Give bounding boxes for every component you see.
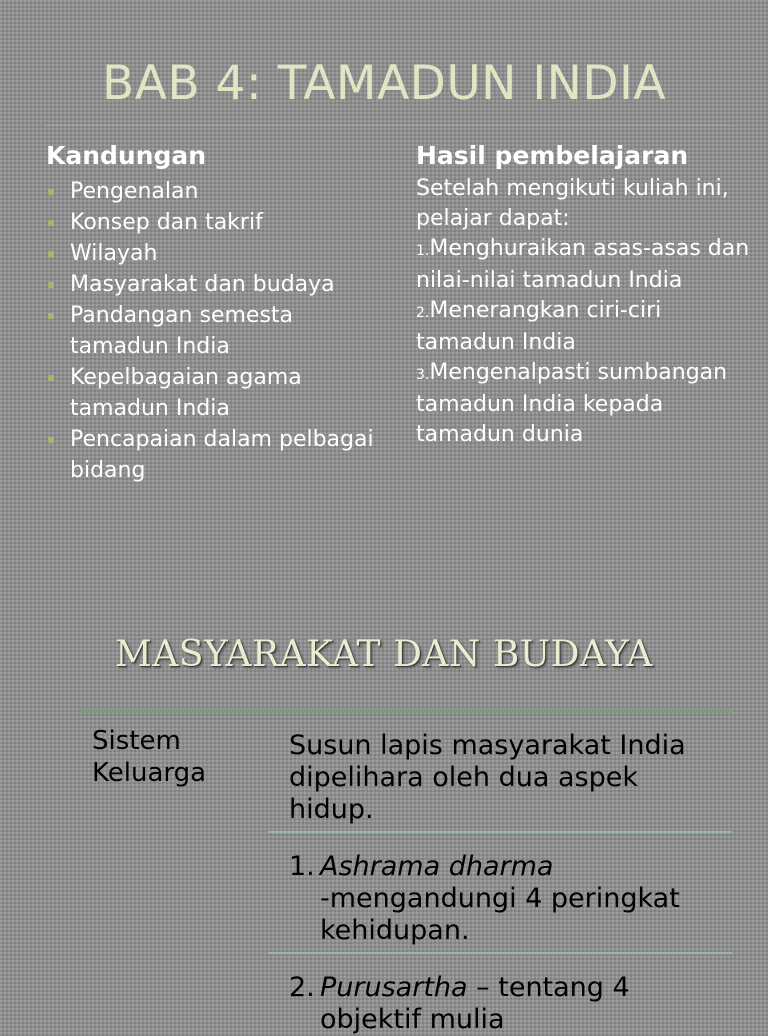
row-label: Sistem Keluarga (92, 726, 207, 788)
item-text: -mengandungi 4 peringkat kehidupan. (320, 883, 680, 946)
bullet-icon (48, 251, 54, 257)
row-divider (268, 952, 732, 954)
item-number: 2. (289, 972, 315, 1003)
bullet-icon (48, 189, 54, 195)
outcome-number: 1. (416, 243, 430, 259)
table-cell-intro: Susun lapis masyarakat India dipelihara oleh dua aspek hidup. (289, 730, 686, 825)
contents-item-text: Pandangan semesta tamadun India (70, 303, 294, 359)
contents-item (46, 362, 376, 424)
contents-item-text: Pencapaian dalam pelbagai bidang (70, 427, 374, 483)
table-top-border (80, 709, 732, 713)
bullet-icon (48, 220, 54, 226)
contents-item-text: Masyarakat dan budaya (70, 272, 335, 297)
outcome-number: 3. (416, 367, 430, 383)
item-number: 1. (289, 851, 315, 882)
outcome-text: Menghuraikan asas-asas dan nilai-nilai tamadun India (416, 236, 750, 293)
outcome-item (416, 296, 756, 358)
contents-heading: Kandungan (46, 141, 207, 170)
contents-item (46, 207, 376, 238)
contents-item (46, 176, 376, 207)
contents-item (46, 238, 376, 269)
slide-title: MASYARAKAT DAN BUDAYA (115, 634, 653, 675)
item-text: – tentang 4 objektif mulia (320, 972, 630, 1035)
item-term: Ashrama dharma (320, 851, 554, 882)
contents-item-text: Kepelbagaian agama tamadun India (70, 365, 302, 421)
bullet-icon (48, 282, 54, 288)
title-divider (45, 125, 735, 126)
outcomes-intro: Setelah mengikuti kuliah ini, pelajar dapat: (416, 176, 729, 231)
outcome-text: Mengenalpasti sumbangan tamadun India kepada tamadun dunia (416, 360, 728, 447)
outcomes-heading: Hasil pembelajaran (416, 141, 689, 170)
slide-2 (0, 580, 768, 1035)
contents-item-text: Pengenalan (70, 179, 199, 204)
outcome-item (416, 358, 756, 450)
contents-item-text: Wilayah (70, 241, 158, 266)
contents-item (46, 424, 376, 486)
contents-item (46, 300, 376, 362)
outcomes-column (416, 140, 756, 450)
bullet-icon (48, 313, 54, 319)
contents-list (46, 176, 376, 486)
list-item (289, 851, 729, 947)
row-divider (268, 831, 732, 833)
item-term: Purusartha (320, 972, 468, 1003)
contents-column (46, 140, 376, 486)
outcomes-list (416, 234, 756, 450)
contents-item (46, 269, 376, 300)
list-item (289, 972, 729, 1036)
outcome-text: Menerangkan ciri-ciri tamadun India (416, 298, 662, 355)
slide-title: BAB 4: TAMADUN INDIA (101, 56, 667, 111)
bullet-icon (48, 375, 54, 381)
outcome-item (416, 234, 756, 296)
outcome-number: 2. (416, 305, 430, 321)
contents-item-text: Konsep dan takrif (70, 210, 263, 235)
bullet-icon (48, 437, 54, 443)
